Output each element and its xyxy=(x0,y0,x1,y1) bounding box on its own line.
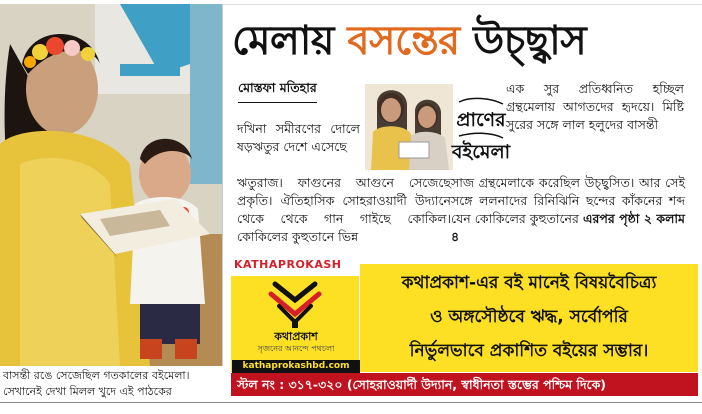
ad-logo-name: কথাপ্রকাশ xyxy=(274,330,318,343)
article-column2-text: সাজ গ্রন্থমেলাকে করেছিল উচ্ছ্বসিত। আর সেই সঙ্গে ললনাদের রিনিঝিনি ছন্দের কাঁকনের শব্দ যেন কোকিলের কুহুতানের xyxy=(451,175,685,226)
main-photo xyxy=(0,4,223,366)
ad-line3: নির্ভুলভাবে প্রকাশিত বইয়ের সম্ভার। xyxy=(409,341,649,361)
logo-line1: প্রাণের xyxy=(456,109,506,131)
logo-line2: বইমেলা xyxy=(451,141,511,163)
praner-boimela-logo xyxy=(451,92,511,166)
headline-part1: মেলায় xyxy=(232,17,334,64)
book-icon xyxy=(231,278,359,330)
article-column2-top: এক সুর প্রতিধ্বনিত হচ্ছিল গ্রন্থমেলায় আগতদের হৃদয়ে। মিষ্টি সুরের সঙ্গে লাল হলুদের বাসন্তী xyxy=(506,81,684,132)
article-column2-bottom xyxy=(451,174,685,246)
ad-logo-box xyxy=(231,276,359,372)
photo-illustration xyxy=(0,4,222,366)
photo-caption: বাসন্তী রঙে সেজেছিল গতকালের বইমেলা। সেখানেই দেখা মিলল খুদে এই পাঠকের xyxy=(3,369,190,398)
article-column1-bottom: ঋতুরাজ। ফাগুনের আগুনে সেজেছে প্রকৃতি। ঐতিহাসিক সোহরাওয়ার্দী উদ্যানে থেকে থেকে গান গাইছে কোকিল। কোকিলের কুহুতানে ভিন্ন xyxy=(237,175,451,244)
headline-part3: উচ্ছ্বাস xyxy=(473,17,587,64)
headline xyxy=(232,8,694,74)
ad-line1: কথাপ্রকাশ-এর বই মানেই বিষয়বৈচিত্র্য xyxy=(401,273,657,293)
continued-link[interactable]: এরপর পৃষ্ঠা ২ কলাম ৪ xyxy=(451,211,686,244)
ad-stall-info: স্টল নং : ৩১৭-৩২০ (সোহরাওয়ার্দী উদ্যান, স্বাধীনতা স্তম্ভের পশ্চিম দিকে) xyxy=(231,373,698,396)
byline: মোস্তফা মতিহার xyxy=(238,80,317,103)
inset-photo xyxy=(365,84,453,170)
inset-photo-illustration xyxy=(365,84,453,170)
ad-website-link[interactable]: kathaprokashbd.com xyxy=(232,360,360,373)
headline-part2: বসন্তের xyxy=(347,17,460,64)
ad-brand: KATHAPROKASH xyxy=(234,258,342,271)
logo-graphic xyxy=(451,92,511,166)
bottom-rule xyxy=(0,402,702,403)
ad-logo-tagline: সৃজনের আনন্দে পথচলা xyxy=(257,344,335,353)
ad-line2: ও অঙ্গসৌষ্ঠবে ঋদ্ধ, সর্বোপরি xyxy=(430,307,628,327)
ad-message-box xyxy=(360,264,698,372)
article-column1-top: দখিনা সমীরণের দোলে ষড়ঋতুর দেশে এসেছে xyxy=(237,121,360,154)
